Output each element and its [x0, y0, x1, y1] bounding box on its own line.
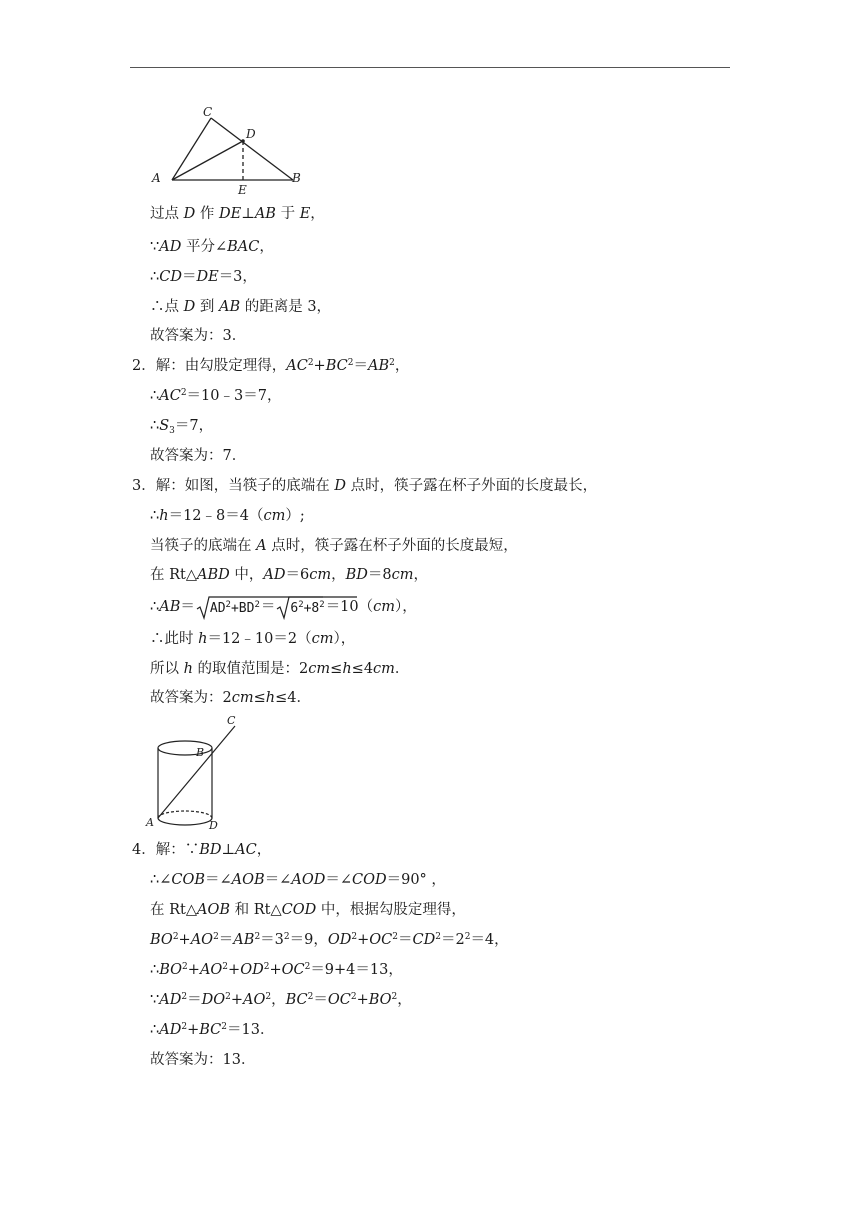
p2-line3: $\therefore S_3=7$，: [150, 418, 214, 436]
label-B: B: [292, 171, 301, 185]
p3-line6: ∴此时 h＝12﹣10＝2（cm），: [150, 631, 356, 647]
label-A: A: [152, 171, 161, 185]
p4-line3: 在 Rt△AOB 和 Rt△COD 中，根据勾股定理得，: [150, 902, 466, 918]
triangle-figure: [145, 100, 315, 195]
p3-line5: ∴AB＝ $AD^2+BD^2=$ $6^2+8^2=10(cm)$，: [150, 595, 417, 619]
p3-line7: 所以 h 的取值范围是：2cm≤h≤4cm．: [150, 661, 410, 677]
p1-answer: 故答案为：3．: [150, 328, 247, 344]
p2-line1: 2．解：由勾股定理得，$AC^2+BC^2=AB^2$，: [132, 358, 410, 374]
p1-line2: ∵AD 平分∠BAC，: [150, 239, 274, 255]
p3-line2: ∴h＝12﹣8＝4（cm）;: [150, 508, 305, 524]
p4-line2: ∴∠COB＝∠AOB＝∠AOD＝∠COD＝90° ，: [150, 872, 446, 888]
label-D: D: [246, 127, 256, 141]
p1-line4: ∴点 D 到 AB 的距离是 3，: [150, 299, 332, 315]
label-D: D: [209, 819, 218, 832]
p1-line1: 过点 D 作 DE⊥AB 于 E，: [150, 206, 325, 222]
sqrt-ad-bd: $AD^2+BD^2$: [196, 595, 260, 619]
p3-line4: 在 Rt△ABD 中，AD＝6cm，BD＝8cm，: [150, 567, 428, 583]
sqrt-6-8: $6^2+8^2$: [276, 595, 324, 619]
p3-line3: 当筷子的底端在 A 点时，筷子露在杯子外面的长度最短，: [150, 538, 518, 554]
p1-line3: ∴CD＝DE＝3，: [150, 269, 257, 285]
p2-answer: 故答案为：7．: [150, 448, 247, 464]
cylinder-figure: [143, 712, 253, 832]
p4-line4: $BO^2+AO^2=AB^2=3^2=9$，$OD^2+OC^2=CD^2=2^2=4$，: [150, 932, 509, 948]
label-A: A: [146, 816, 154, 829]
label-C: C: [227, 714, 236, 727]
p4-line6: $\because AD^2=DO^2+AO^2$，$BC^2=OC^2+BO^2$，: [150, 992, 412, 1008]
p2-line2: $\therefore AC^2=10﹣3=7$，: [150, 388, 282, 404]
p3-line8: 故答案为：2cm≤h≤4．: [150, 690, 311, 706]
header-rule: [130, 67, 730, 68]
p4-line5: $\therefore BO^2+AO^2+OD^2+OC^2=9+4=13$，: [150, 962, 403, 978]
p4-line7: $\therefore AD^2+BC^2=13$．: [150, 1022, 275, 1038]
label-E: E: [238, 183, 247, 195]
p3-line1: 3．解：如图，当筷子的底端在 D 点时，筷子露在杯子外面的长度最长，: [132, 478, 598, 494]
p4-answer: 故答案为：13．: [150, 1052, 256, 1068]
label-C: C: [203, 105, 213, 119]
p4-line1: 4．解：∵BD⊥AC，: [132, 842, 272, 858]
label-B: B: [196, 746, 205, 759]
